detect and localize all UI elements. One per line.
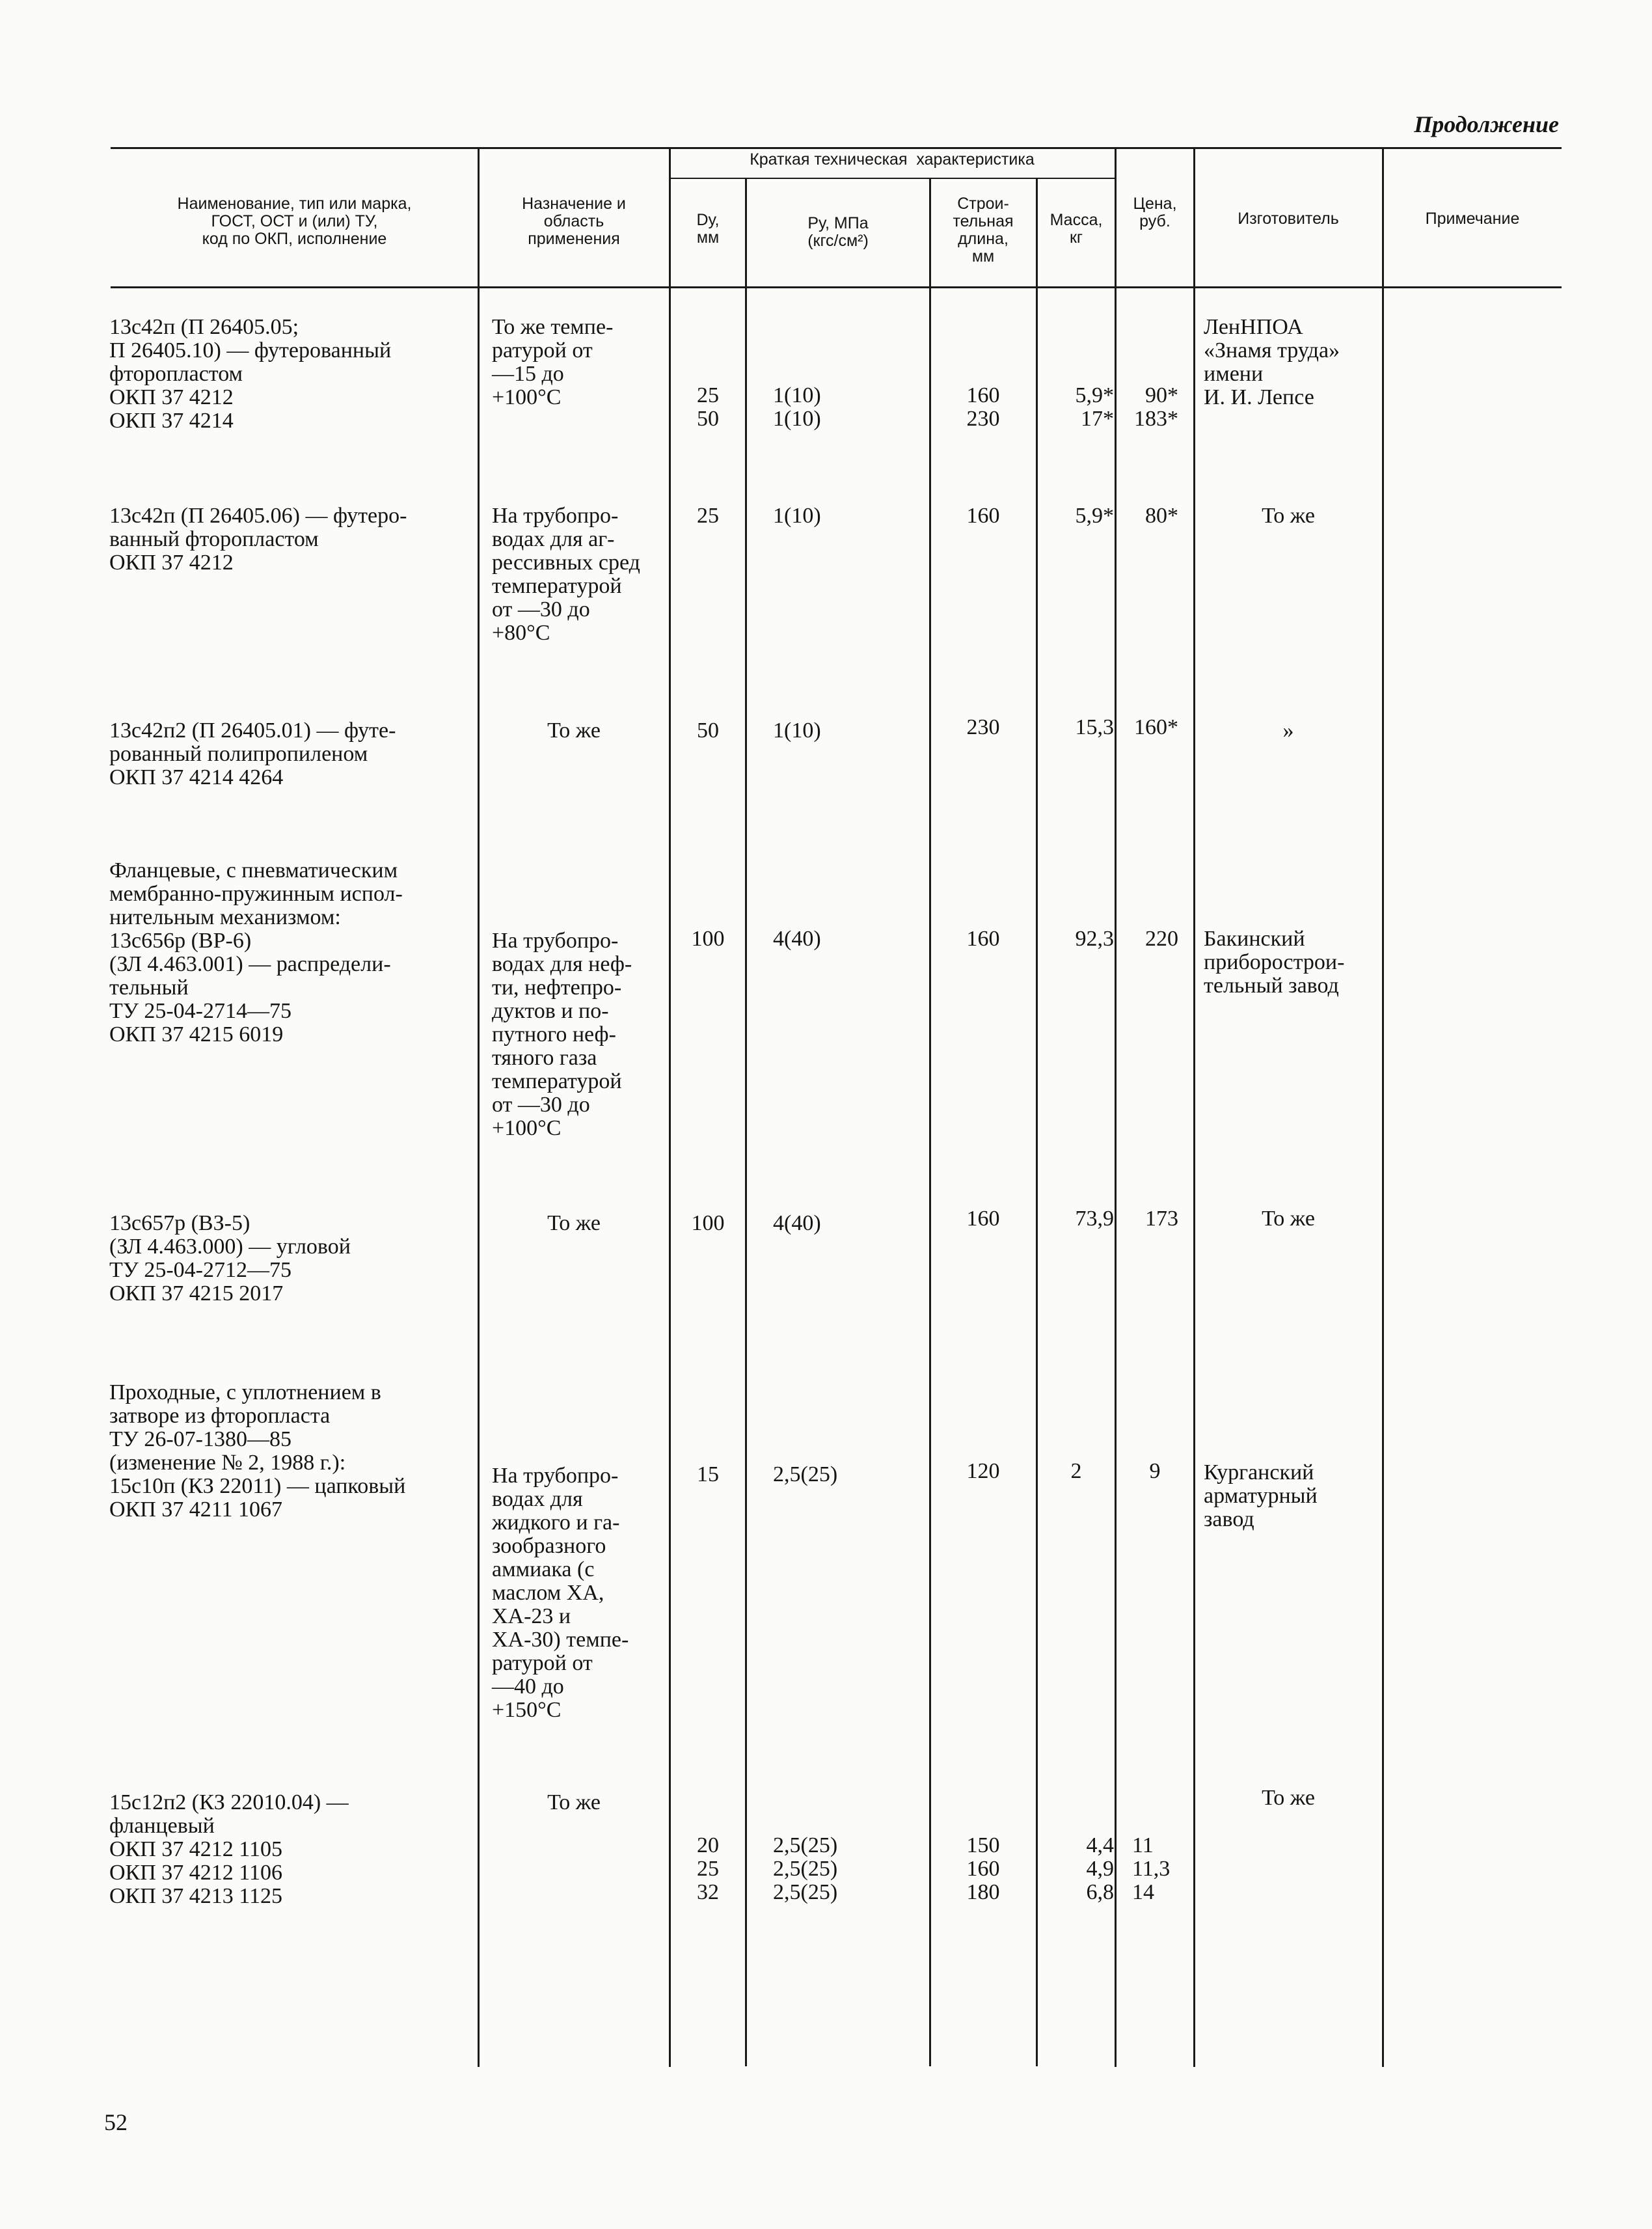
table-row-py: 1(10) [773, 504, 821, 528]
header-length: Строи- тельная длина, мм [953, 195, 1014, 266]
table-row-maker: То же [1262, 1207, 1315, 1231]
table-row-mass: 5,9* 17* [1075, 383, 1114, 431]
table-row-price: 220 [1145, 927, 1178, 951]
table-row-price: 9 [1149, 1459, 1161, 1483]
header-tech-group: Краткая техническая характеристика [750, 150, 1035, 169]
table-row-py: 4(40) [773, 1211, 821, 1235]
table-row-dy: 100 [691, 927, 725, 951]
column-divider [669, 147, 671, 2067]
table-row-mass: 73,9 [1075, 1207, 1114, 1231]
table-row-length: 160 [966, 927, 1000, 951]
table-row-name: 13с42п (П 26405.05; П 26405.10) — футерованный фторопластом ОКП 37 4212 ОКП 37 4214 [109, 315, 392, 433]
table-row-length: 230 [966, 715, 1000, 739]
table-row-maker: То же [1262, 1786, 1315, 1810]
table-row-mass: 15,3 [1075, 715, 1114, 739]
header-dy: Dу, мм [696, 211, 720, 247]
table-row-price: 11 11,3 14 [1132, 1833, 1171, 1904]
column-divider [1382, 147, 1384, 2067]
header-mass: Масса, кг [1049, 211, 1103, 247]
table-row-price: 90* 183* [1134, 383, 1178, 431]
table-row-maker: ЛенНПОА «Знамя труда» имени И. И. Лепсе [1204, 315, 1340, 409]
column-divider [745, 179, 747, 2066]
page-number: 52 [104, 2109, 128, 2135]
table-row-maker: То же [1262, 504, 1315, 528]
table-row-price: 160* [1134, 715, 1178, 739]
table-row-length: 160 [966, 1207, 1000, 1231]
table-row-name: Фланцевые, с пневматическим мембранно-пружинным испол- нительным механизмом: 13с656р (ВР-6) (ЗЛ 4.463.001) — распредели- тельный ТУ 25-04-2714—75 ОКП 37 4215 6019 [109, 858, 403, 1046]
table-row-maker: Курганский арматурный завод [1204, 1460, 1318, 1531]
header-name: Наименование, тип или марка, ГОСТ, ОСТ и (или) ТУ, код по ОКП, исполнение [177, 195, 412, 248]
table-row-py: 2,5(25) 2,5(25) 2,5(25) [773, 1833, 838, 1904]
header-note: Примечание [1425, 210, 1520, 228]
table-top-rule [111, 147, 1562, 149]
table-row-py: 2,5(25) [773, 1462, 838, 1486]
table-row-length: 150 160 180 [966, 1833, 1000, 1904]
header-price: Цена, руб. [1133, 195, 1177, 230]
table-row-dy: 100 [691, 1211, 725, 1235]
header-maker: Изготовитель [1238, 210, 1339, 228]
table-row-name: 15с12п2 (КЗ 22010.04) — фланцевый ОКП 37 4212 1105 ОКП 37 4212 1106 ОКП 37 4213 1125 [109, 1790, 349, 1908]
table-row-py: 1(10) [773, 718, 821, 743]
table-row-purpose: На трубопро- водах для жидкого и га- зообразного аммиака (с маслом ХА, ХА-23 и ХА-30) темпе- ратурой от —40 до +150°С [492, 1464, 629, 1722]
header-bottom-rule [111, 286, 1562, 288]
table-row-py: 1(10) 1(10) [773, 383, 821, 431]
table-row-purpose: То же [547, 1790, 601, 1814]
table-row-mass: 4,4 4,9 6,8 [1086, 1833, 1114, 1904]
table-row-dy: 25 50 [697, 383, 719, 431]
table-row-name: Проходные, с уплотнением в затворе из фторопласта ТУ 26-07-1380—85 (изменение № 2, 1988 г.): 15с10п (КЗ 22011) — цапковый ОКП 37 4211 1067 [109, 1380, 406, 1522]
table-row-mass: 2 [1070, 1459, 1082, 1483]
header-purpose: Назначение и область применения [522, 195, 626, 248]
table-row-mass: 5,9* [1075, 504, 1114, 528]
table-row-name: 13с42п2 (П 26405.01) — футе- рованный полипропиленом ОКП 37 4214 4264 [109, 718, 396, 789]
table-row-length: 160 230 [966, 383, 1000, 431]
header-py: Pу, МПа (кгс/см²) [807, 214, 869, 250]
column-divider [1193, 147, 1195, 2067]
table-row-py: 4(40) [773, 927, 821, 951]
tech-group-underline [670, 178, 1115, 179]
table-row-dy: 15 [697, 1462, 719, 1486]
table-row-purpose: На трубопро- водах для аг- рессивных сред температурой от —30 до +80°С [492, 504, 640, 645]
table-row-name: 13с657р (ВЗ-5) (ЗЛ 4.463.000) — угловой ТУ 25-04-2712—75 ОКП 37 4215 2017 [109, 1211, 351, 1306]
table-row-purpose: То же [547, 718, 601, 743]
table-row-length: 160 [966, 504, 1000, 528]
table-row-purpose: То же [547, 1211, 601, 1235]
table-row-dy: 25 [697, 504, 719, 528]
column-divider [1036, 179, 1038, 2066]
table-row-maker: » [1282, 718, 1294, 743]
table-row-maker: Бакинский приборострои- тельный завод [1204, 927, 1345, 998]
table-row-dy: 50 [697, 718, 719, 743]
column-divider [1115, 147, 1117, 2067]
column-divider [478, 147, 480, 2067]
table-row-dy: 20 25 32 [697, 1833, 719, 1904]
continuation-label: Продолжение [1414, 111, 1559, 137]
table-row-purpose: То же темпе- ратурой от —15 до +100°С [492, 315, 614, 409]
column-divider [929, 179, 931, 2066]
table-row-length: 120 [966, 1459, 1000, 1483]
table-row-price: 80* [1145, 504, 1178, 528]
table-row-mass: 92,3 [1075, 927, 1114, 951]
table-row-name: 13с42п (П 26405.06) — футеро- ванный фторопластом ОКП 37 4212 [109, 504, 407, 575]
table-row-purpose: На трубопро- водах для неф- ти, нефтепро- дуктов и по- путного неф- тяного газа температурой от —30 до +100°С [492, 929, 632, 1140]
table-row-price: 173 [1145, 1207, 1178, 1231]
